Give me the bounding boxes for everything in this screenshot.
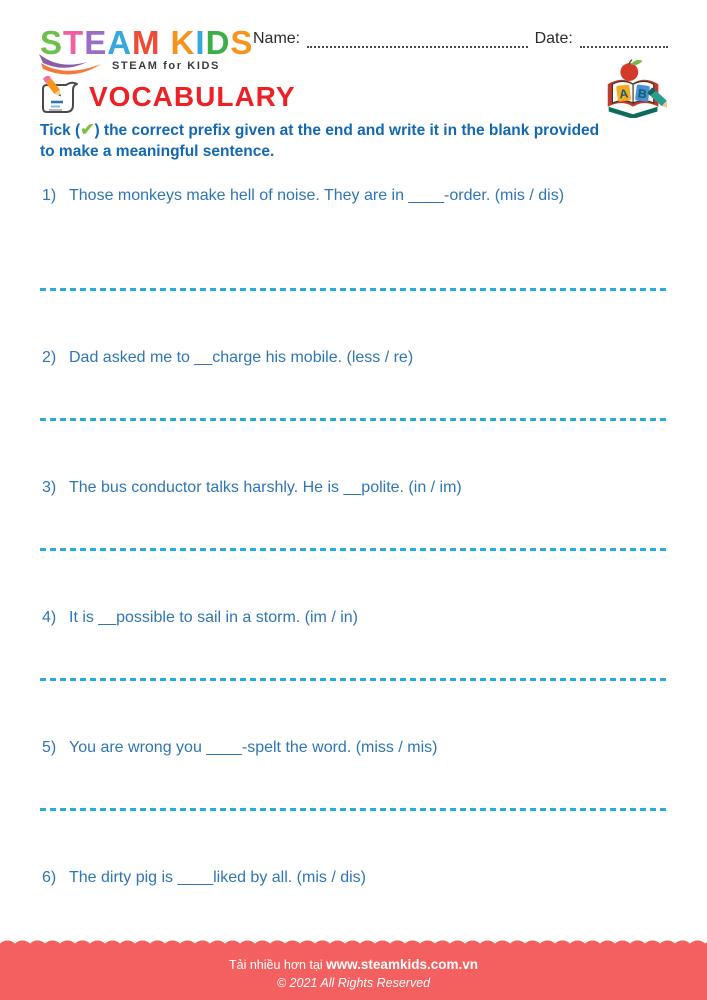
date-label: Date: xyxy=(534,30,573,47)
pencil-paper-icon xyxy=(36,76,80,118)
logo-letter: E xyxy=(84,24,108,61)
question-text: You are wrong you ____-spelt the word. (miss / mis) xyxy=(69,739,438,756)
question-text: Those monkeys make hell of noise. They are in ____-order. (mis / dis) xyxy=(69,187,565,204)
answer-line[interactable] xyxy=(40,678,668,681)
book-letter-a: A xyxy=(618,86,629,102)
logo-letter: I xyxy=(195,24,206,61)
logo-letter: D xyxy=(205,24,231,61)
name-label: Name: xyxy=(253,30,301,47)
instructions-part2: ) the correct prefix given at the end and write it in the blank provided xyxy=(94,122,600,139)
footer-download-line xyxy=(0,950,707,972)
instructions-part1: Tick ( xyxy=(40,122,81,139)
logo-letter: T xyxy=(63,24,85,61)
question-number: 6) xyxy=(42,869,57,886)
logo-tagline: STEAM for KIDS xyxy=(112,60,220,72)
page-title: VOCABULARY xyxy=(89,81,296,112)
question-text: The dirty pig is ____liked by all. (mis / dis) xyxy=(69,869,366,886)
logo-letter: S xyxy=(230,24,254,61)
question-text: The bus conductor talks harshly. He is __polite. (in / im) xyxy=(69,479,462,496)
title-row xyxy=(36,76,296,118)
instructions xyxy=(40,119,688,162)
logo-letter: M xyxy=(132,24,161,61)
footer xyxy=(0,950,707,1000)
logo-letter: K xyxy=(170,24,196,61)
answer-line[interactable] xyxy=(40,288,668,291)
question-item xyxy=(42,738,669,758)
question-item xyxy=(42,348,669,368)
name-date-row xyxy=(253,30,668,48)
footer-copyright: © 2021 All Rights Reserved xyxy=(276,976,431,990)
footer-website-link[interactable]: www.steamkids.com.vn xyxy=(326,957,478,972)
logo-letter: A xyxy=(107,24,133,61)
answer-line[interactable] xyxy=(40,418,668,421)
book-letter-b: B xyxy=(637,86,648,102)
footer-text: Tải nhiều hơn tại xyxy=(229,958,327,972)
rainbow-swoosh-icon xyxy=(37,52,111,78)
question-number: 5) xyxy=(42,739,57,756)
question-item xyxy=(42,186,669,206)
question-item xyxy=(42,868,669,888)
steamkids-logo xyxy=(40,24,254,72)
checkmark-icon: ✔ xyxy=(80,120,95,139)
answer-line[interactable] xyxy=(40,808,668,811)
question-number: 3) xyxy=(42,479,57,496)
instructions-line2: to make a meaningful sentence. xyxy=(40,143,275,160)
question-number: 4) xyxy=(42,609,57,626)
question-text: Dad asked me to __charge his mobile. (less / re) xyxy=(69,349,414,366)
logo-letter: S xyxy=(40,24,64,61)
question-item xyxy=(42,478,669,498)
question-text: It is __possible to sail in a storm. (im / in) xyxy=(69,609,358,626)
date-blank-line[interactable] xyxy=(580,32,668,48)
book-abc-icon xyxy=(601,58,667,118)
name-blank-line[interactable] xyxy=(307,32,527,48)
question-item xyxy=(42,608,669,628)
answer-line[interactable] xyxy=(40,548,668,551)
question-number: 1) xyxy=(42,187,57,204)
question-number: 2) xyxy=(42,349,57,366)
